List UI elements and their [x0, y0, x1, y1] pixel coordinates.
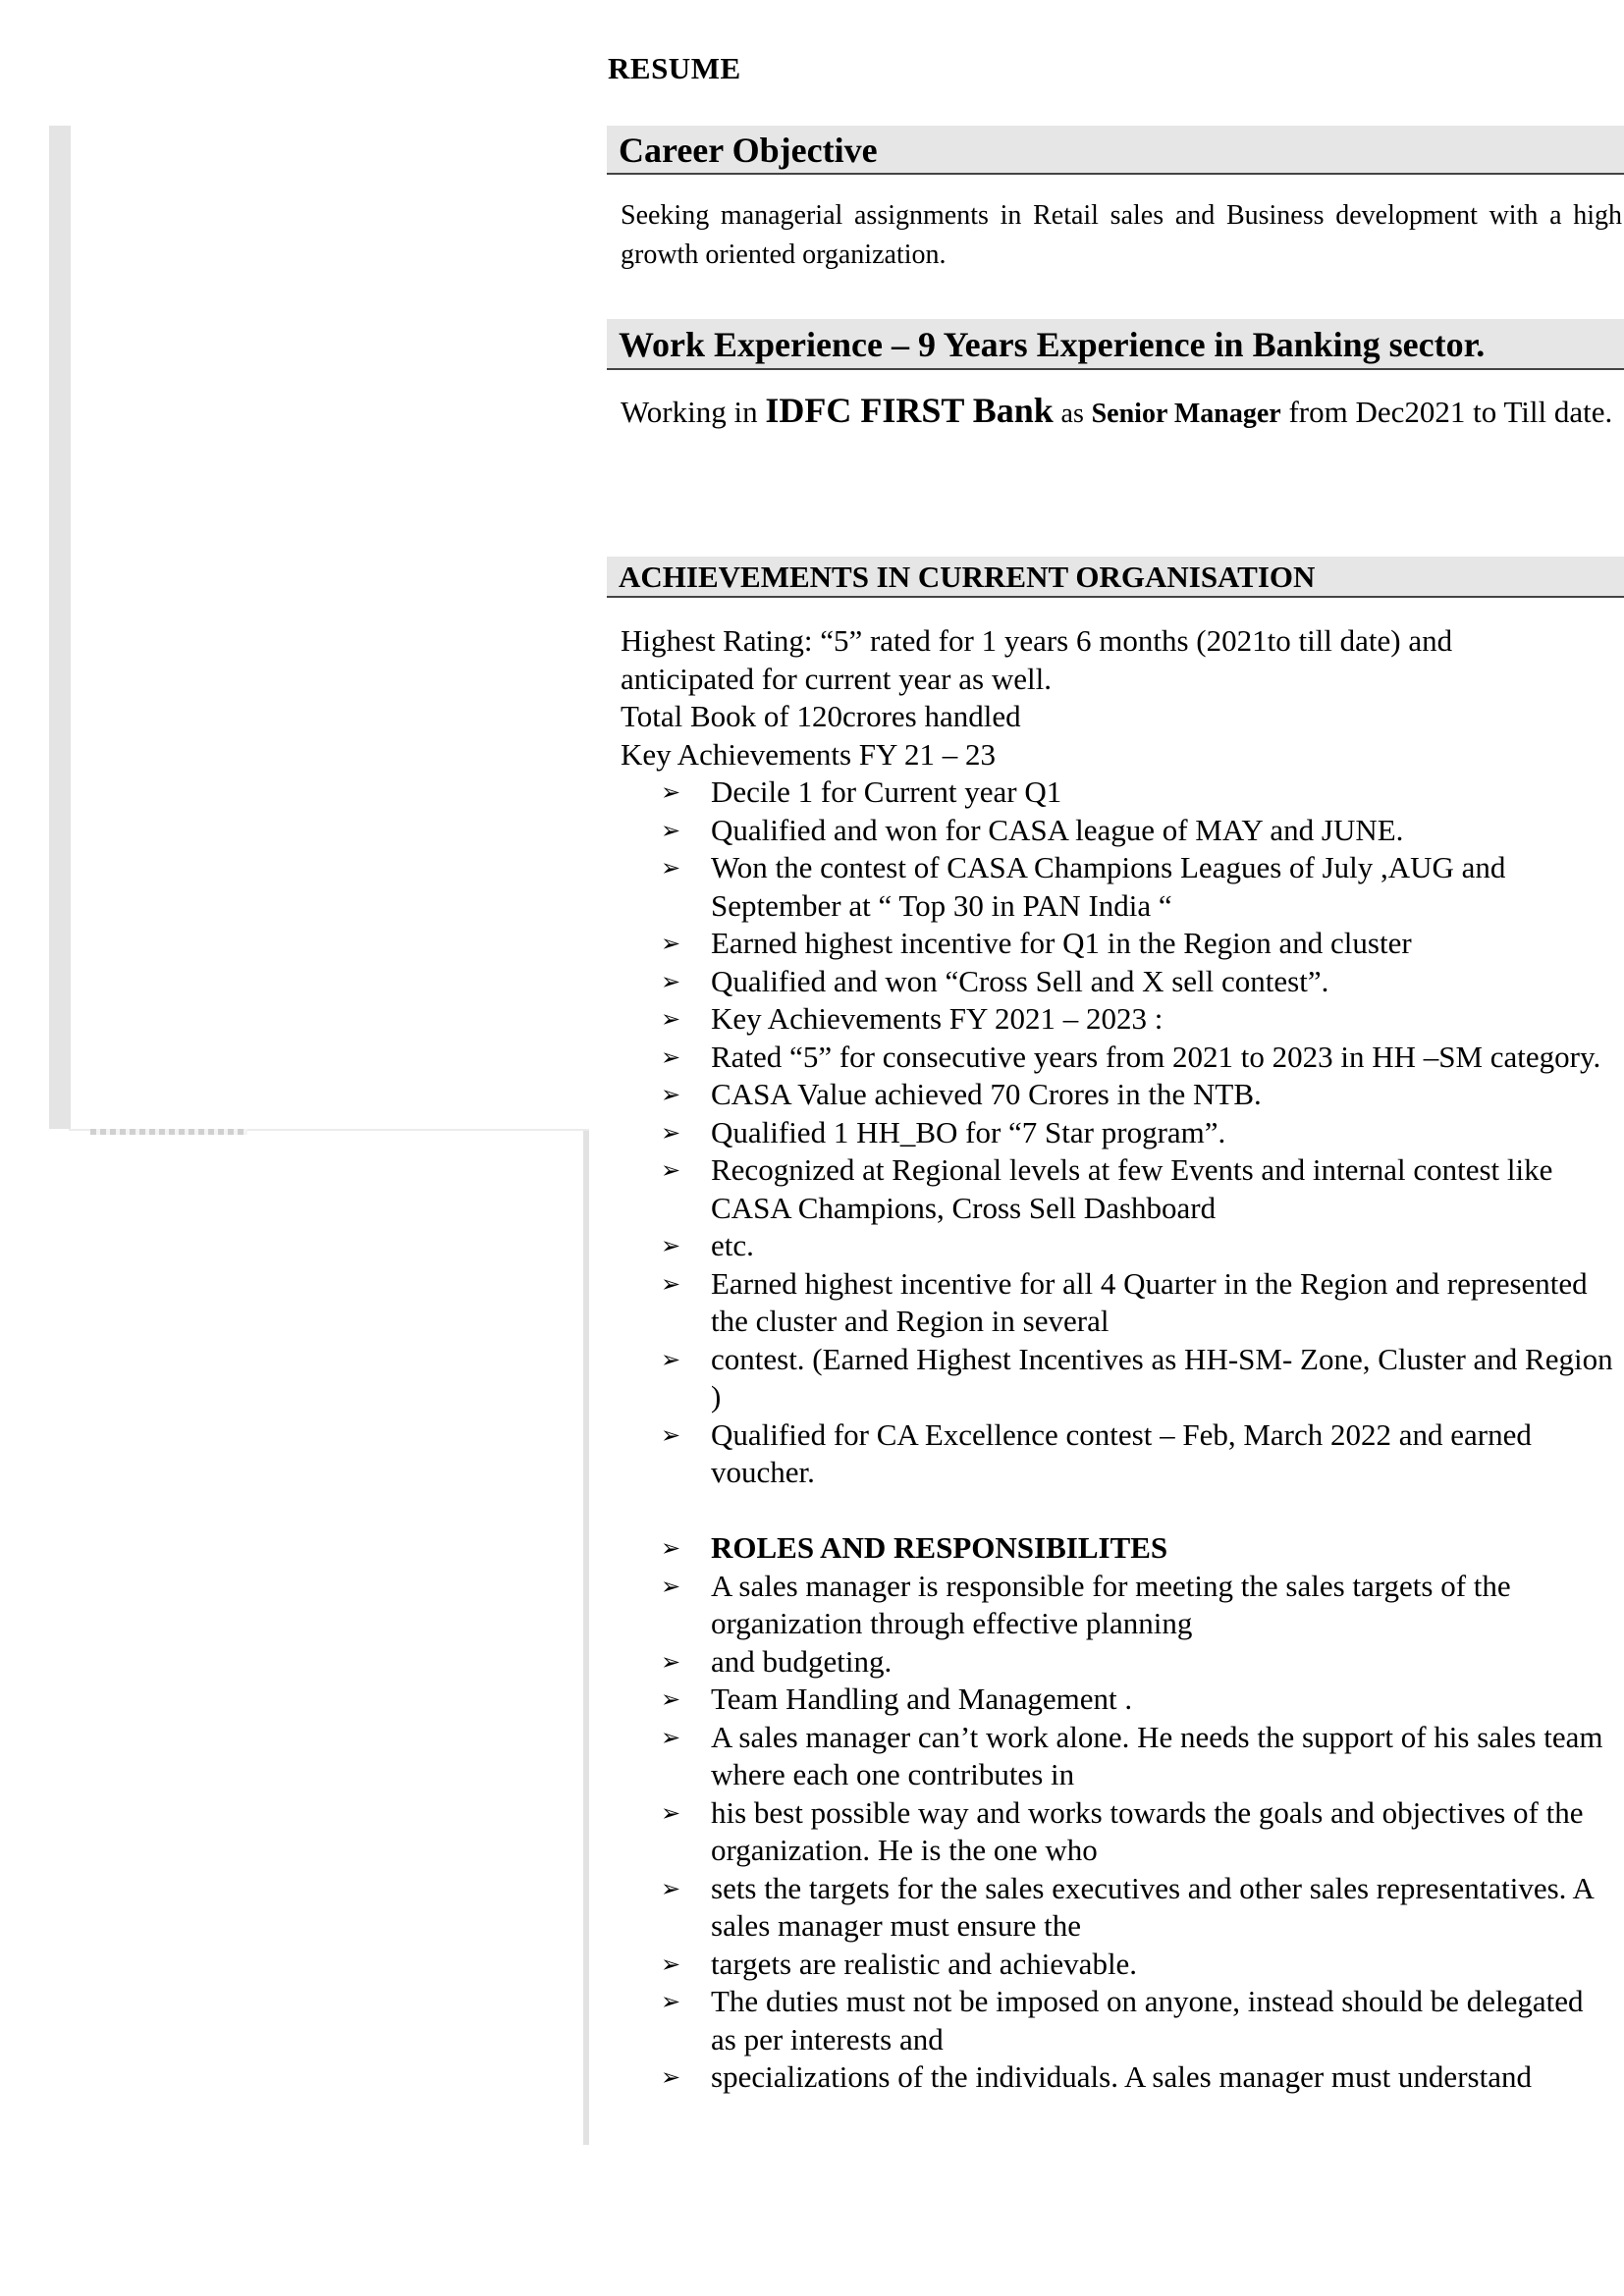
list-item: ➢ CASA Value achieved 70 Crores in the NTB.: [607, 1076, 1624, 1114]
arrow-bullet-icon: ➢: [661, 1949, 681, 1978]
list-item: ➢ Team Handling and Management .: [607, 1681, 1624, 1719]
list-item: ➢ A sales manager is responsible for meeting the sales targets of the organization through effective planning: [661, 1568, 1511, 1640]
arrow-bullet-icon: ➢: [661, 1005, 681, 1033]
roles-heading: ➢ ROLES AND RESPONSIBILITES: [607, 1529, 1624, 1568]
bank-name: IDFC FIRST Bank: [765, 391, 1054, 430]
job-role: Senior Manager: [1091, 399, 1281, 429]
arrow-bullet-icon: ➢: [661, 854, 681, 881]
list-item: ➢ Earned highest incentive for Q1 in the Region and cluster: [607, 925, 1624, 963]
arrow-bullet-icon: ➢: [661, 1345, 681, 1373]
arrow-bullet-icon: ➢: [661, 1798, 681, 1827]
arrow-bullet-icon: ➢: [661, 1042, 681, 1071]
arrow-bullet-icon: ➢: [661, 1232, 681, 1259]
list-item: ➢ A sales manager can’t work alone. He needs the support of his sales team where each one contributes in: [661, 1719, 1603, 1791]
work-experience-text: [621, 391, 1622, 434]
achievement-line: Highest Rating: “5” rated for 1 years 6 months (2021to till date) and: [621, 623, 1453, 658]
resume-main-column: [607, 118, 1624, 2258]
arrow-bullet-icon: ➢: [661, 2063, 681, 2091]
arrow-bullet-icon: ➢: [661, 1988, 681, 2015]
list-item: ➢ Won the contest of CASA Champions Leagues of July ,AUG and September at “ Top 30 in PAN India “: [661, 850, 1506, 923]
list-item: ➢ Qualified and won for CASA league of MAY and JUNE.: [607, 812, 1624, 850]
sidebar-panel: [49, 126, 589, 1129]
list-item: ➢ Rated “5” for consecutive years from 2021 to 2023 in HH –SM category.: [607, 1039, 1624, 1077]
work-suffix: from Dec2021 to Till date.: [1288, 395, 1613, 429]
achievements-bullet-list: [607, 774, 1624, 2097]
list-item: ➢ etc.: [607, 1227, 1624, 1265]
arrow-bullet-icon: ➢: [661, 778, 681, 806]
list-item: ➢ his best possible way and works towards the goals and objectives of the organization. He is the one who: [661, 1794, 1584, 1867]
list-item: ➢ targets are realistic and achievable.: [607, 1946, 1624, 1984]
work-as: as: [1060, 399, 1084, 429]
arrow-bullet-icon: ➢: [661, 816, 681, 844]
list-spacer: [607, 1492, 1624, 1530]
list-item: ➢ and budgeting.: [607, 1643, 1624, 1682]
list-item: ➢ Earned highest incentive for all 4 Quarter in the Region and represented the cluster and Region in several: [661, 1265, 1588, 1338]
sidebar-faint-text-mark: [90, 1129, 247, 1135]
achievements-summary: [621, 622, 1622, 774]
arrow-bullet-icon: ➢: [661, 1156, 681, 1184]
arrow-bullet-icon: ➢: [661, 1269, 681, 1298]
list-item: ➢ Decile 1 for Current year Q1: [607, 774, 1624, 812]
achievement-line: Key Achievements FY 21 – 23: [621, 736, 996, 772]
list-item: ➢ The duties must not be imposed on anyone, instead should be delegated as per interests and: [661, 1984, 1584, 2056]
career-objective-text: Seeking managerial assignments in Retail sales and Business development with a high growth oriented organization.: [621, 200, 1622, 270]
list-item: ➢ Recognized at Regional levels at few Events and internal contest like CASA Champions, Cross Sell Dashboard: [661, 1152, 1553, 1225]
achievement-line: anticipated for current year as well.: [621, 661, 1052, 696]
page-title: RESUME: [608, 51, 741, 85]
arrow-bullet-icon: ➢: [661, 1647, 681, 1676]
career-objective-heading: Career Objective: [607, 126, 1624, 175]
list-item: ➢ sets the targets for the sales executives and other sales representatives. A sales manager must ensure the: [661, 1870, 1594, 1943]
list-item: ➢ Key Achievements FY 2021 – 2023 :: [607, 1000, 1624, 1039]
arrow-bullet-icon: ➢: [661, 1874, 681, 1902]
list-item: ➢ Qualified and won “Cross Sell and X sell contest”.: [607, 963, 1624, 1001]
arrow-bullet-icon: ➢: [661, 1081, 681, 1108]
arrow-bullet-icon: ➢: [661, 1534, 681, 1562]
list-item: ➢ Qualified for CA Excellence contest – Feb, March 2022 and earned voucher.: [661, 1416, 1532, 1489]
achievement-line: Total Book of 120crores handled: [621, 699, 1021, 733]
sidebar-panel-lower: [69, 1129, 589, 2145]
arrow-bullet-icon: ➢: [661, 1420, 681, 1449]
achievements-heading: ACHIEVEMENTS IN CURRENT ORGANISATION: [607, 557, 1624, 598]
list-item: ➢ specializations of the individuals. A sales manager must understand: [607, 2058, 1624, 2097]
work-experience-heading: Work Experience – 9 Years Experience in Banking sector.: [607, 319, 1624, 370]
list-item: ➢ contest. (Earned Highest Incentives as HH-SM- Zone, Cluster and Region ): [661, 1341, 1613, 1414]
arrow-bullet-icon: ➢: [661, 930, 681, 957]
arrow-bullet-icon: ➢: [661, 967, 681, 995]
work-prefix: Working in: [621, 395, 758, 429]
arrow-bullet-icon: ➢: [661, 1723, 681, 1751]
arrow-bullet-icon: ➢: [661, 1685, 681, 1713]
arrow-bullet-icon: ➢: [661, 1118, 681, 1147]
list-item: ➢ Qualified 1 HH_BO for “7 Star program”.: [607, 1114, 1624, 1152]
arrow-bullet-icon: ➢: [661, 1572, 681, 1600]
